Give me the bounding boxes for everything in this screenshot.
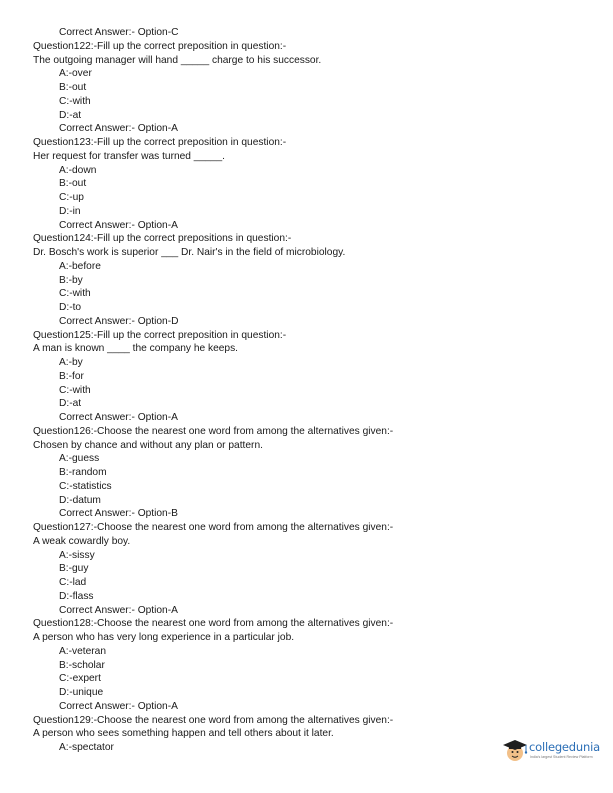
answer-option: B:-out	[59, 178, 87, 190]
question-heading: Question126:-Choose the nearest one word from among the alternatives given:-	[33, 425, 394, 437]
correct-answer-line: Correct Answer:- Option-D	[59, 315, 179, 327]
answer-option: D:-at	[59, 398, 82, 410]
answer-option: D:-unique	[59, 687, 104, 698]
answer-option: A:-guess	[59, 453, 100, 465]
question-text: Dr. Bosch's work is superior ___ Dr. Nair's in the field of microbiology.	[33, 247, 346, 258]
answer-option: D:-to	[59, 302, 82, 313]
correct-answer-line: Correct Answer:- Option-C	[59, 27, 179, 38]
question-text: A person who has very long experience in a particular job.	[33, 632, 295, 643]
answer-option: A:-over	[59, 68, 92, 80]
answer-option: A:-by	[59, 357, 83, 368]
correct-answer-line: Correct Answer:- Option-A	[59, 123, 178, 135]
question-heading: Question128:-Choose the nearest one word from among the alternatives given:-	[33, 618, 394, 630]
correct-answer-line: Correct Answer:- Option-B	[59, 508, 178, 520]
answer-option: A:-sissy	[59, 549, 95, 561]
answer-option: C:-up	[59, 192, 84, 203]
question-heading: Question129:-Choose the nearest one word from among the alternatives given:-	[33, 714, 394, 726]
answer-option: A:-veteran	[59, 645, 106, 657]
answer-option: C:-with	[59, 288, 91, 300]
correct-answer-line: Correct Answer:- Option-A	[59, 412, 178, 423]
question-heading: Question124:-Fill up the correct prepositions in question:-	[33, 233, 292, 245]
brand-name[interactable]: collegedunia	[529, 740, 600, 754]
graduation-cap-icon	[502, 738, 530, 764]
question-heading: Question125:-Fill up the correct preposition in question:-	[33, 329, 287, 341]
question-text: A person who sees something happen and tell others about it later.	[33, 728, 334, 740]
answer-option: C:-statistics	[59, 480, 112, 492]
answer-option: B:-for	[59, 370, 84, 382]
answer-option: A:-spectator	[59, 742, 114, 753]
correct-answer-line: Correct Answer:- Option-A	[59, 700, 178, 712]
answer-option: C:-expert	[59, 673, 101, 685]
exam-page-content	[0, 26, 613, 755]
brand-tagline: India's largest Student Review Platform	[530, 755, 593, 759]
answer-option: C:-with	[59, 384, 91, 396]
question-text: Her request for transfer was turned _____.	[33, 150, 225, 162]
question-heading: Question127:-Choose the nearest one word from among the alternatives given:-	[33, 522, 394, 533]
answer-option: D:-datum	[59, 494, 101, 506]
correct-answer-line: Correct Answer:- Option-A	[59, 604, 178, 616]
question-text: Chosen by chance and without any plan or pattern.	[33, 439, 263, 451]
answer-option: B:-scholar	[59, 659, 105, 671]
question-heading: Question122:-Fill up the correct preposition in question:-	[33, 40, 287, 52]
answer-option: D:-flass	[59, 590, 94, 602]
collegedunia-logo	[502, 738, 613, 768]
question-text: A man is known ____ the company he keeps.	[33, 343, 239, 355]
answer-option: A:-before	[59, 260, 101, 272]
answer-option: D:-at	[59, 109, 82, 121]
answer-option: D:-in	[59, 205, 81, 217]
answer-option: B:-random	[59, 467, 107, 478]
answer-option: A:-down	[59, 164, 97, 176]
answer-option: B:-by	[59, 274, 83, 286]
question-text: A weak cowardly boy.	[33, 535, 131, 547]
answer-option: C:-with	[59, 95, 91, 107]
correct-answer-line: Correct Answer:- Option-A	[59, 219, 178, 231]
answer-option: C:-lad	[59, 577, 87, 588]
answer-option: B:-out	[59, 82, 87, 93]
question-text: The outgoing manager will hand _____ charge to his successor.	[33, 54, 322, 66]
question-heading: Question123:-Fill up the correct preposition in question:-	[33, 137, 287, 148]
answer-option: B:-guy	[59, 563, 89, 575]
